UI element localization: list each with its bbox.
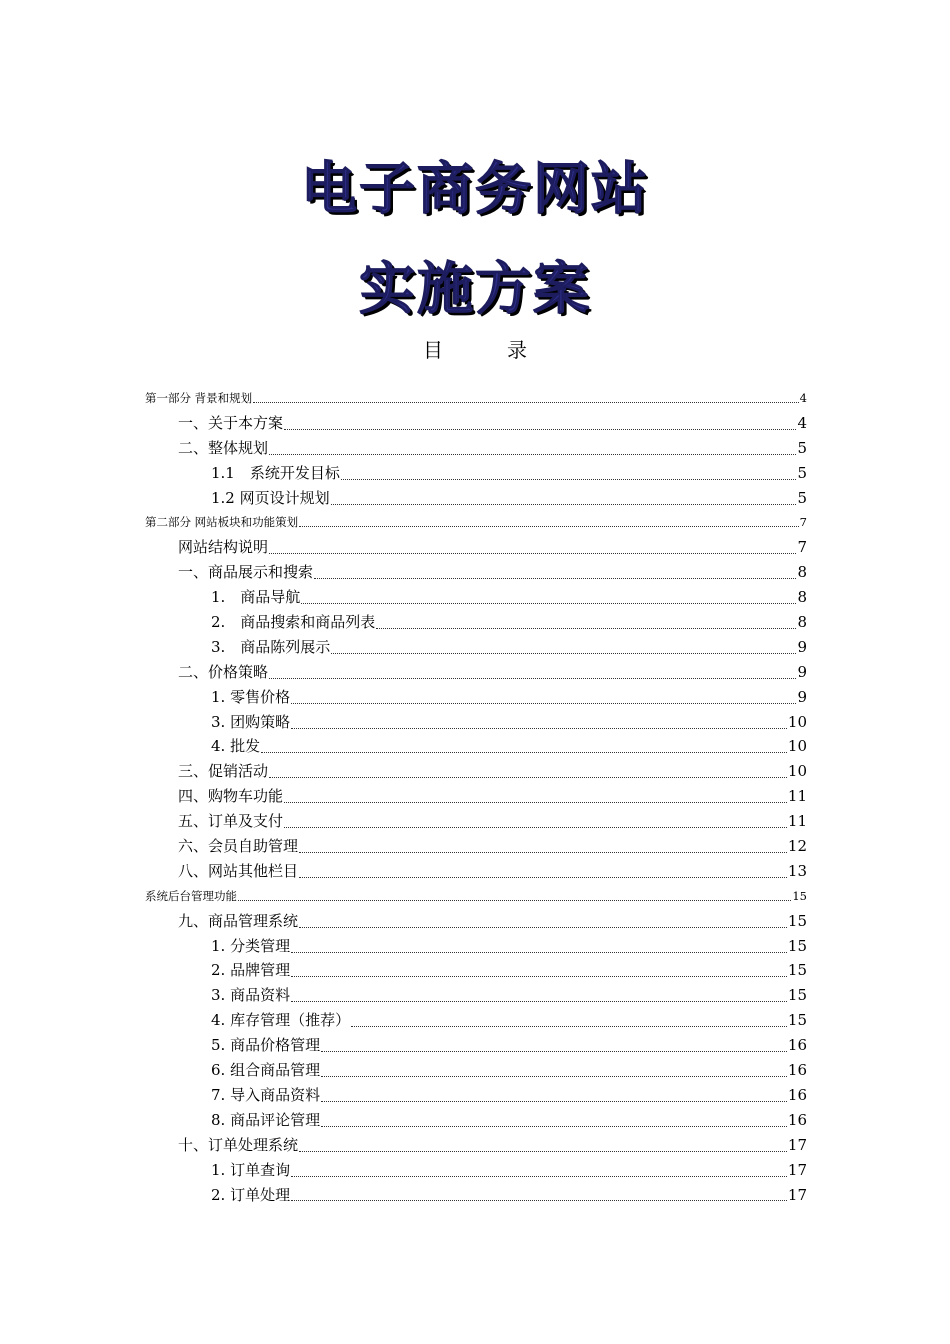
- toc-entry-page: 16: [787, 1036, 807, 1055]
- toc-entry-label: 四、购物车功能: [178, 787, 284, 806]
- toc-entry-label: 1. 零售价格: [211, 687, 291, 706]
- toc-entry-page: 16: [787, 1110, 807, 1129]
- toc-entry-label: 6. 组合商品管理: [211, 1061, 321, 1080]
- toc-entry-label: 2. 品牌管理: [211, 961, 291, 980]
- toc-entry-label: 五、订单及支付: [178, 812, 284, 831]
- toc-leader-dots: [269, 678, 796, 679]
- toc-leader-dots: [321, 1101, 787, 1102]
- toc-entry-page: 11: [787, 812, 807, 831]
- toc-entry[interactable]: [145, 660, 807, 685]
- toc-entry-label: 1. 商品导航: [211, 588, 301, 607]
- toc-entry[interactable]: [145, 759, 807, 784]
- toc-entry-label: 2. 订单处理: [211, 1185, 291, 1204]
- toc-entry-page: 17: [787, 1160, 807, 1179]
- toc-leader-dots: [291, 952, 787, 953]
- toc-entry-page: 16: [787, 1061, 807, 1080]
- toc-leader-dots: [321, 1126, 787, 1127]
- toc-leader-dots: [291, 703, 796, 704]
- toc-entry[interactable]: [145, 1058, 807, 1083]
- toc-entry-label: 1. 订单查询: [211, 1160, 291, 1179]
- toc-entry[interactable]: [145, 734, 807, 759]
- toc-leader-dots: [299, 927, 787, 928]
- toc-leader-dots: [341, 479, 797, 480]
- toc-leader-dots: [284, 827, 787, 828]
- toc-entry-label: 网站结构说明: [178, 538, 269, 557]
- toc-entry-page: 5: [797, 488, 807, 507]
- toc-entry-label: 4. 库存管理（推荐）: [211, 1011, 351, 1030]
- toc-entry-label: 一、商品展示和搜索: [178, 563, 314, 582]
- toc-leader-dots: [321, 1076, 787, 1077]
- toc-entry-page: 15: [792, 888, 807, 903]
- toc-entry[interactable]: [145, 610, 807, 635]
- toc-entry-page: 15: [787, 936, 807, 955]
- title-line-2: 实施方案: [359, 257, 591, 322]
- toc-entry[interactable]: [145, 983, 807, 1008]
- toc-leader-dots: [376, 628, 796, 629]
- toc-entry-label: 六、会员自助管理: [178, 837, 299, 856]
- toc-leader-dots: [253, 402, 799, 403]
- toc-entry-page: 15: [787, 986, 807, 1005]
- toc-entry-label: 3. 团购策略: [211, 712, 291, 731]
- toc-leader-dots: [299, 526, 799, 527]
- toc-entry[interactable]: [145, 1108, 807, 1133]
- toc-entry[interactable]: [145, 809, 807, 834]
- toc-entry-page: 17: [787, 1185, 807, 1204]
- toc-leader-dots: [291, 1200, 787, 1201]
- toc-entry-page: 9: [797, 687, 807, 706]
- toc-leader-dots: [331, 653, 796, 654]
- toc-entry-label: 第一部分 背景和规划: [145, 391, 253, 405]
- toc-leader-dots: [269, 454, 796, 455]
- toc-entry-page: 4: [799, 391, 807, 405]
- toc-entry[interactable]: [145, 486, 807, 511]
- toc-entry-page: 7: [797, 538, 807, 557]
- toc-entry-label: 系统后台管理功能: [145, 888, 237, 903]
- toc-entry-page: 5: [797, 438, 807, 457]
- toc-leader-dots: [301, 603, 796, 604]
- toc-entry[interactable]: [145, 1183, 807, 1208]
- toc-entry-page: 11: [787, 787, 807, 806]
- toc-entry-label: 8. 商品评论管理: [211, 1110, 321, 1129]
- toc-leader-dots: [269, 553, 796, 554]
- toc-entry-page: 17: [787, 1135, 807, 1154]
- toc-entry-label: 第二部分 网站板块和功能策划: [145, 515, 299, 530]
- toc-entry-page: 8: [797, 588, 807, 607]
- toc-entry-page: 4: [797, 413, 807, 432]
- toc-entry[interactable]: [145, 958, 807, 983]
- toc-entry[interactable]: [145, 909, 807, 934]
- toc-entry[interactable]: [145, 1158, 807, 1183]
- toc-leader-dots: [291, 1176, 787, 1177]
- toc-entry[interactable]: [145, 884, 807, 909]
- toc-entry-label: 3. 商品陈列展示: [211, 637, 331, 656]
- toc-leader-dots: [284, 429, 796, 430]
- toc-heading: 目 录: [423, 338, 549, 362]
- toc-entry-label: 5. 商品价格管理: [211, 1036, 321, 1055]
- toc-entry-page: 8: [797, 563, 807, 582]
- toc-entry-label: 九、商品管理系统: [178, 911, 299, 930]
- toc-entry-label: 一、关于本方案: [178, 413, 284, 432]
- toc-entry-label: 三、促销活动: [178, 762, 269, 781]
- toc-leader-dots: [261, 752, 787, 753]
- toc-entry-label: 1.2 网页设计规划: [211, 488, 330, 507]
- toc-leader-dots: [299, 1151, 787, 1152]
- toc-entry[interactable]: [145, 510, 807, 535]
- toc-entry-page: 10: [787, 762, 807, 781]
- toc-entry[interactable]: [145, 461, 807, 486]
- toc-entry[interactable]: [145, 635, 807, 660]
- document-title: [0, 140, 950, 340]
- toc-entry-label: 3. 商品资料: [211, 986, 291, 1005]
- toc-leader-dots: [291, 1001, 787, 1002]
- toc-entry-page: 16: [787, 1085, 807, 1104]
- toc-leader-dots: [351, 1026, 787, 1027]
- table-of-contents: [145, 386, 807, 1207]
- toc-entry-label: 1. 分类管理: [211, 936, 291, 955]
- toc-leader-dots: [269, 777, 787, 778]
- toc-entry[interactable]: [145, 411, 807, 436]
- toc-entry-page: 9: [797, 662, 807, 681]
- toc-entry-label: 二、整体规划: [178, 438, 269, 457]
- toc-leader-dots: [291, 728, 787, 729]
- toc-leader-dots: [314, 578, 796, 579]
- toc-leader-dots: [331, 504, 797, 505]
- toc-entry-page: 9: [797, 637, 807, 656]
- toc-entry[interactable]: [145, 685, 807, 710]
- toc-entry[interactable]: [145, 1008, 807, 1033]
- toc-leader-dots: [291, 976, 787, 977]
- toc-entry-label: 二、价格策略: [178, 662, 269, 681]
- toc-entry-page: 5: [797, 463, 807, 482]
- toc-entry[interactable]: [145, 585, 807, 610]
- toc-leader-dots: [284, 802, 787, 803]
- toc-entry[interactable]: [145, 934, 807, 959]
- toc-entry[interactable]: [145, 386, 807, 411]
- toc-entry-page: 10: [787, 712, 807, 731]
- toc-entry-page: 13: [787, 861, 807, 880]
- toc-leader-dots: [238, 900, 791, 901]
- toc-entry-page: 8: [797, 613, 807, 632]
- toc-entry[interactable]: [145, 1033, 807, 1058]
- toc-entry-label: 4. 批发: [211, 737, 261, 756]
- toc-entry[interactable]: [145, 535, 807, 560]
- toc-entry[interactable]: [145, 859, 807, 884]
- toc-entry-page: 15: [787, 961, 807, 980]
- toc-entry-label: 1.1 系统开发目标: [211, 463, 340, 482]
- toc-entry[interactable]: [145, 1133, 807, 1158]
- toc-entry-page: 15: [787, 911, 807, 930]
- title-line-1: 电子商务网站: [301, 157, 649, 222]
- toc-entry[interactable]: [145, 1083, 807, 1108]
- toc-entry-label: 7. 导入商品资料: [211, 1085, 321, 1104]
- toc-entry-label: 2. 商品搜索和商品列表: [211, 613, 376, 632]
- toc-entry-label: 八、网站其他栏目: [178, 861, 299, 880]
- toc-entry[interactable]: [145, 710, 807, 735]
- toc-entry-page: 7: [799, 515, 807, 530]
- toc-entry-page: 12: [787, 837, 807, 856]
- toc-leader-dots: [321, 1051, 787, 1052]
- toc-entry[interactable]: [145, 560, 807, 585]
- toc-entry[interactable]: [145, 834, 807, 859]
- toc-entry[interactable]: [145, 436, 807, 461]
- toc-leader-dots: [299, 852, 787, 853]
- toc-leader-dots: [299, 877, 787, 878]
- toc-entry-label: 十、订单处理系统: [178, 1135, 299, 1154]
- toc-entry-page: 15: [787, 1011, 807, 1030]
- toc-entry-page: 10: [787, 737, 807, 756]
- toc-entry[interactable]: [145, 784, 807, 809]
